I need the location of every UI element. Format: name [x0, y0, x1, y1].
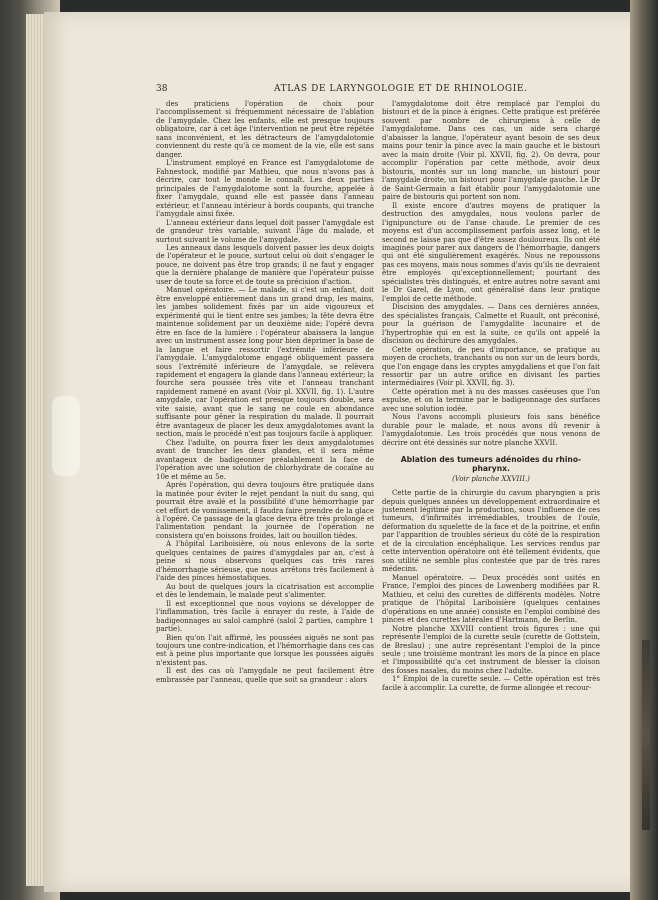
paragraph: L'anneau extérieur dans lequel doit passer l'amygdale est de grandeur très variable, suivant l'âge du malade, et surtout suivant le volume de l'amygdale.: [156, 218, 374, 244]
facing-plate-edge: [642, 640, 650, 830]
paragraph: Chez l'adulte, on pourra fixer les deux amygdalotomes avant de trancher les deux glandes, et il sera même avantageux de badigeonner préalablement la face de l'opération avec une solution de chlorhydrate de cocaïne au 10e et même au 5e.: [156, 438, 374, 481]
paragraph: Notre planche XXVIII contient trois figures : une qui représente l'emploi de la curette seule (curette de Gottstein, de Breslau) ; une autre représentant l'emploi de la pince seule ; une troisième montrant les mors de la pince en place et l'impossibilité qu'a cet instrument de blesser la cloison des fosses nasales, du moins chez l'adulte.: [382, 624, 600, 675]
paragraph: Nous l'avons accompli plusieurs fois sans bénéfice durable pour le malade, et nous avons dû revenir à l'amygdalotomie. Les trois procédés que nous venons de décrire ont été dessinés sur notre planche XXVII.: [382, 413, 600, 447]
paragraph: L'instrument employé en France est l'amygdalotome de Fahnestock, modifié par Mathieu, que nous n'avons pas à décrire, car tout le monde le connaît. Les deux parties principales de l'amygdalotome sont la fourche, appelée à fixer l'amygdale, quand elle est passée dans l'anneau extérieur, et l'anneau intérieur à bords coupants, qui tranche l'amygdale ainsi fixée.: [156, 159, 374, 219]
paragraph: Au bout de quelques jours la cicatrisation est accomplie et dès le lendemain, le malade peut s'alimenter.: [156, 582, 374, 600]
paragraph: Il est des cas où l'amygdale ne peut facilement être embrassée par l'anneau, quelle que soit sa grandeur : alors: [156, 667, 374, 684]
paragraph: l'amygdalotome doit être remplacé par l'emploi du bistouri et de la pince à érignes. Cette pratique est préférée souvent par nombre de chirurgiens à celle de l'amygdalotome. Dans ces cas, un aide sera chargé d'abaisser la langue, l'opérateur ayant besoin de ses deux mains pour tenir la pince avec la main gauche et le bistouri avec la main droite (Voir pl. XXVII, fig. 2). On devra, pour accomplir l'opération par cette méthode, avoir deux bistouris, montés sur un long manche, un bistouri pour l'amygdale droite, un bistouri pour l'amygdale gauche. Le Dr de Saint-Germain a fait établir pour l'amygdalotomie une paire de bistouris qui portent son nom.: [382, 100, 600, 202]
running-head: [104, 84, 624, 98]
paragraph: A l'hôpital Lariboisière, où nous enlevons de la sorte quelques centaines de paires d'amygdales par an, c'est à peine si nous observons quelques cas très rares d'hémorrhagie sérieuse, que nous arrêtons très facilement à l'aide des pinces hémostatiques.: [156, 540, 374, 583]
paragraph: Il existe encore d'autres moyens de pratiquer la destruction des amygdales, nous voulons parler de l'ignipuncture ou de l'anse chaude. Le premier de ces moyens est d'un accomplissement parfois assez long, et le second ne laisse pas que d'être assez douloureux. Ils ont été imaginés pour parer aux dangers de l'hémorrhagie, dangers qui ont été singulièrement exagérés. Nous ne repoussons pas ces moyens, mais nous sommes d'avis qu'ils ne devraient être employés qu'exceptionnellement; pourtant des spécialistes très distingués, et entre autres notre savant ami le Dr Garel, de Lyon, ont généralisé dans leur pratique l'emploi de cette méthode.: [382, 201, 600, 303]
paragraph: Les anneaux dans lesquels doivent passer les deux doigts de l'opérateur et le pouce, surtout celui où doit s'engager le pouce, ne doivent pas être trop grands; il ne faut y engager que la dernière phalange de manière que l'opérateur puisse user de toute sa force et de toute sa précision d'action.: [156, 243, 374, 286]
paragraph: Après l'opération, qui devra toujours être pratiquée dans la matinée pour éviter le rejet pendant la nuit du sang, qui pourrait être avalé et la possibilité d'une hémorrhagie par cet effort de vomissement, il faudra faire prendre de la glace à l'opéré. Ce passage de la glace devra être très prolongé et l'alimentation pendant la journée de l'opération ne consistera qu'en boissons froides, lait ou bouillon tièdes.: [156, 481, 374, 540]
paragraph: Bien qu'on l'ait affirmé, les poussées aiguës ne sont pas toujours une contre-indication, et l'hémorrhagie dans ces cas est à peine plus importante que lorsque les poussées aiguës n'existent pas.: [156, 633, 374, 667]
paragraph: Cette opération met à nu des masses caséeuses que l'on expulse, et on la termine par le badigeonnage des surfaces avec une solution iodée.: [382, 387, 600, 413]
right-column: [382, 100, 600, 692]
paragraph: Discision des amygdales. — Dans ces dernières années, des spécialistes français, Calmette et Ruault, ont préconisé, pour la guérison de l'amygdalite lacunaire et de l'hypertrophie qui en est la suite, ce qu'ils ont appelé la discision ou déchirure des amygdales.: [382, 303, 600, 346]
paragraph: Cette opération, de peu d'importance, se pratique au moyen de crochets, tranchants ou non sur un de leurs bords, que l'on engage dans les cryptes amygdaliens et que l'on fait ressortir par un autre orifice en divisant les parties intermédiaires (Voir pl. XXVII, fig. 3).: [382, 345, 600, 388]
paragraph: Cette partie de la chirurgie du cavum pharyngien a pris depuis quelques années un développement extraordinaire et justement légitimé par la production, sous l'influence de ces tumeurs, d'infirmités irrémédiables, troubles de l'ouïe, déformation du squelette de la face et de la poitrine, et enfin par l'apparition de troubles sérieux du côté de la respiration et de la circulation encéphalique. Les services rendus par cette intervention opératoire ont été tellement évidents, que son utilité ne semble plus contestée que par de très rares médecins.: [382, 489, 600, 574]
paragraph: Manuel opératoire. — Le malade, si c'est un enfant, doit être enveloppé entièrement dans un grand drap, les mains, les jambes solidement fixés par un aide vigoureux et expérimenté qui le tient entre ses jambes; la tête devra être maintenue solidement par un deuxième aide; l'opéré devra être en face de la lumière : l'opérateur abaissera la langue avec un instrument assez long pour bien déprimer la base de la langue et faire ressortir l'extrémité inférieure de l'amygdale. L'amygdalotome engagé obliquement passera sous l'extrémité inférieure de l'amygdale, se relèvera rapidement et engagera la glande dans l'anneau extérieur; la fourche sera poussée très vite et l'anneau tranchant rapidement ramené en avant (Voir pl. XXVII, fig. 1). L'autre amygdale, car l'opération est presque toujours double, sera vite saisie, avant que le sang ne coule en abondance suffisante pour gêner la respiration du malade. Il pourrait être avantageux de placer les deux amygdalotomes avant la section, mais le procédé n'est pas toujours facile à appliquer.: [156, 286, 374, 439]
section-heading: Ablation des tumeurs adénoïdes du rhino-pharynx.: [400, 455, 582, 474]
paragraph: Il est exceptionnel que nous voyions se développer de l'inflammation, très facile à enrayer du reste, à l'aide de badigeonnages au salol camphré (salol 2 parties, camphre 1 partie).: [156, 599, 374, 634]
paragraph: Manuel opératoire. — Deux procédés sont usités en France, l'emploi des pinces de Lowenberg modifiées par R. Mathieu, et celui des curettes de différents modèles. Notre pratique de l'hôpital Lariboisière (quelques centaines d'opérations en une année) consiste en l'emploi combiné des pinces et des curettes latérales d'Hartmann, de Berlin.: [382, 573, 600, 625]
section-subheading: (Voir planche XXVIII.): [452, 474, 530, 483]
left-column: [156, 100, 374, 684]
page-fold-mark: [52, 396, 80, 476]
page-number: 38: [156, 84, 168, 94]
running-title: ATLAS DE LARYNGOLOGIE ET DE RHINOLOGIE.: [274, 84, 528, 94]
paragraph: des praticiens l'opération de choix pour l'accomplissement si fréquemment nécessaire de l'ablation de l'amygdale. Chez les enfants, elle est presque toujours obligatoire, car à cet âge l'intervention ne peut être répétée sans inconvénient, et les détracteurs de l'amygdalotomie conviennent du reste qu'à ce moment de la vie, elle est sans danger.: [156, 100, 374, 159]
paragraph: 1° Emploi de la curette seule. — Cette opération est très facile à accomplir. La curette, de forme allongée et recour-: [382, 675, 600, 692]
